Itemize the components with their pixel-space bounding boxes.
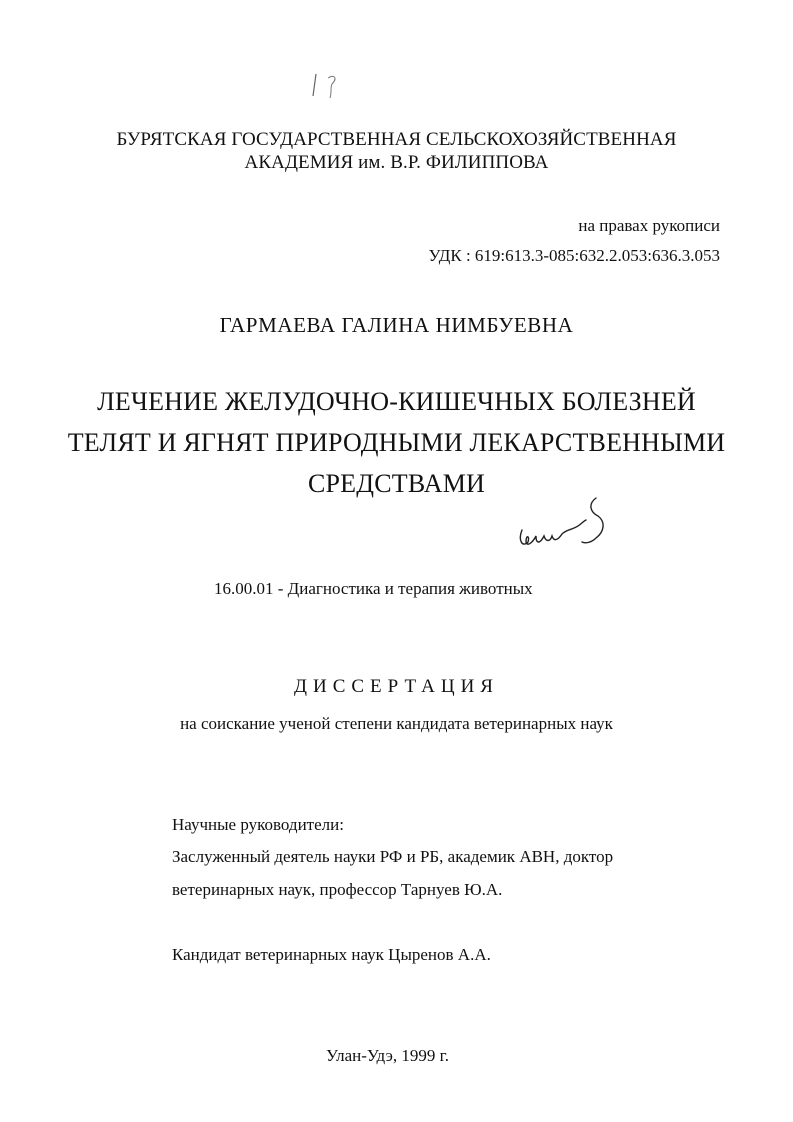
rights-note: на правах рукописи: [578, 216, 720, 235]
udk-code: УДК : 619:613.3-085:632.2.053:636.3.053: [428, 246, 720, 265]
institution-line-1: БУРЯТСКАЯ ГОСУДАРСТВЕННАЯ СЕЛЬСКОХОЗЯЙСТВЕННАЯ: [116, 129, 677, 150]
institution-line-2: АКАДЕМИЯ им. В.Р. ФИЛИППОВА: [244, 152, 549, 173]
supervisors-heading: Научные руководители:: [172, 815, 344, 834]
document-type: ДИССЕРТАЦИЯ: [294, 676, 499, 697]
supervisor-1-line-2: ветеринарных наук, профессор Тарнуев Ю.А.: [172, 880, 503, 899]
dissertation-title: [0, 381, 793, 504]
supervisor-2: Кандидат ветеринарных наук Цыренов А.А.: [172, 945, 491, 964]
author-name: ГАРМАЕВА ГАЛИНА НИМБУЕВНА: [219, 313, 574, 337]
specialty-code: 16.00.01 - Диагностика и терапия животных: [214, 579, 533, 598]
title-line-1: ЛЕЧЕНИЕ ЖЕЛУДОЧНО-КИШЕЧНЫХ БОЛЕЗНЕЙ: [97, 387, 696, 416]
degree-statement: на соискание ученой степени кандидата ветеринарных наук: [180, 714, 613, 733]
scan-mark: [308, 70, 344, 102]
supervisor-1-line-1: Заслуженный деятель науки РФ и РБ, академик АВН, доктор: [172, 847, 614, 866]
title-line-3: СРЕДСТВАМИ: [307, 469, 486, 498]
institution-name: [0, 128, 793, 174]
city-year: Улан-Удэ, 1999 г.: [326, 1046, 449, 1065]
title-line-2: ТЕЛЯТ И ЯГНЯТ ПРИРОДНЫМИ ЛЕКАРСТВЕННЫМИ: [67, 428, 726, 457]
handwritten-signature: [516, 490, 616, 558]
